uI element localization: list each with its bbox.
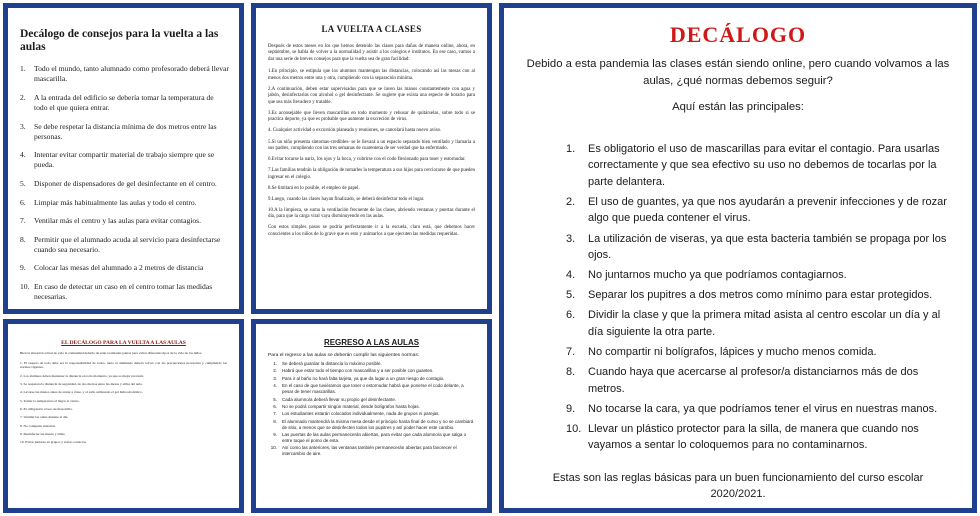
list-item-number: 5. <box>20 178 26 188</box>
list-item-number: 5. <box>566 289 576 302</box>
list-item-text: A la entrada del edificio se debería tomar la temperatura de todo el que quiera entrar. <box>34 93 214 113</box>
list-item-number: 9. <box>20 263 26 273</box>
list-item-text: Disponer de dispensadores de gel desinfectante en el centro. <box>34 178 217 188</box>
list-item-number: 9. <box>273 432 277 438</box>
list-item-text: Colocar las mesas del alumnado a 2 metros de distancia <box>34 263 204 273</box>
list-item <box>566 287 950 304</box>
card4-title: REGRESO A LAS AULAS <box>323 338 420 347</box>
list-item-number: 7. <box>566 345 576 358</box>
list-item-number: 6. <box>566 309 576 322</box>
list-item-text: Habrá que estar todo el tiempo con mascarillas y a ser posible con guantes. <box>282 368 434 374</box>
list-item <box>268 419 475 431</box>
paragraph: 2. Los alumnos deben mantener la distancia en todo momento, ya que es mejor prevenir. <box>20 373 144 378</box>
vuelta-a-clases-card <box>251 3 492 314</box>
list-item-number: 4. <box>20 150 26 160</box>
paragraph: 8. No compartir material. <box>20 423 56 428</box>
list-item <box>566 344 950 361</box>
list-item <box>566 231 950 264</box>
list-item <box>566 267 950 284</box>
list-item <box>268 361 475 367</box>
list-item <box>268 411 475 417</box>
list-item-text: La utilización de viseras, ya que esta bacteria también se propaga por los ojos. <box>588 232 947 262</box>
list-item <box>566 401 950 418</box>
list-item-text: Se debe respetar la distancia mínima de dos metros entre las personas. <box>34 121 217 141</box>
list-item-text: Intentar evitar compartir material de trabajo siempre que se pueda. <box>34 150 215 170</box>
list-item-number: 3. <box>566 232 576 245</box>
card4-intro: Para el regreso a las aulas se deberán cumplir las siguientes normas: <box>268 353 420 358</box>
list-item-text: Llevar un plástico protector para la silla, de manera que cuando nos vayamos a sentar lo coloquemos para no contaminarnos. <box>588 422 919 452</box>
list-item-number: 5. <box>273 396 277 402</box>
list-item <box>566 421 950 454</box>
paragraph: 4. Lavarse las manos antes de entrar a clase, y al salir, utilizando el gel hidroalcohólico. <box>20 390 143 395</box>
list-item-text: Limpiar más habitualmente las aulas y todo el centro. <box>34 197 197 207</box>
paragraph: 6. Es obligatorio el uso de mascarilla. <box>20 407 73 411</box>
card3-intro: Bien la situación actual de toda la comunidad debería de estar realizadas pautas para evitar diferentes tipos de la vida de los niños. <box>20 351 203 355</box>
paragraph: 10. Evitar juntarse en grupos y evitar contactos. <box>20 440 87 445</box>
list-item-number: 8. <box>273 418 277 424</box>
list-item-number: 10. <box>566 422 582 435</box>
list-item-number: 6. <box>273 404 277 410</box>
decalogo-main-card <box>499 3 977 513</box>
card3-title: EL DECÁLOGO PARA LA VUELTA A LAS AULAS <box>61 340 186 346</box>
decalogo-consejos-card <box>3 3 244 314</box>
list-item-text: En el caso de que tuviéramos que toser o estornudar habrá que ponerse el codo delante, a pesar de tener mascarillas. <box>282 383 464 395</box>
card5-subtitle: Aquí están las principales: <box>672 100 804 113</box>
list-item <box>18 122 229 142</box>
list-item-text: Los estudiantes estarán colocados individualmente, nada de grupos ni parejas. <box>282 411 440 417</box>
list-item-text: Es obligatorio el uso de mascarillas para evitar el contagio. Para usarlas correctamente y que sea efectivo su uso no debemos de tocarlas por la parte delantera. <box>588 142 940 188</box>
list-item <box>268 404 475 410</box>
paragraph: 7. Ventilar las aulas durante el día. <box>20 415 69 420</box>
list-item-text: En caso de detectar un caso en el centro tomar las medidas necesarias. <box>34 282 213 302</box>
list-item-text: No se podrá compartir ningún material, desde bolígrafos hasta hojas. <box>282 404 420 410</box>
list-item <box>268 432 475 444</box>
paragraph: Con estos simples pasos se podría perfectamente ir a la escuela, claro está, que debemos hacer conscientes a los niños de lo grave que es esto y animarlos a que ejecuten las medidas requeridas. <box>268 225 475 237</box>
list-item-number: 8. <box>566 366 576 379</box>
card5-title: DECÁLOGO <box>669 22 807 47</box>
card1-list <box>18 64 229 302</box>
list-item-number: 10. <box>20 282 30 291</box>
list-item <box>268 368 475 374</box>
list-item-text: Se deberá guardar la distancia lo máximo posible. <box>282 361 382 366</box>
list-item-number: 1. <box>20 64 26 74</box>
list-item-number: 3. <box>20 121 26 131</box>
list-item <box>18 282 229 302</box>
list-item-number: 8. <box>20 234 26 244</box>
paragraph: 8.Se limitará en lo posible, el empleo de papel. <box>268 185 360 191</box>
paragraph: 3.Es aconsejable que lleven mascarillas en todo momento y rehusar de quitárselas, sobre todo si se practica deporte, ya que es probable que aumente la excreción de virus. <box>268 110 475 123</box>
list-item-text: El uso de guantes, ya que nos ayudarán a prevenir infecciones y de rozar algo que pueda contener el virus. <box>588 195 947 225</box>
list-item-text: No tocarse la cara, ya que podríamos tener el virus en nuestras manos. <box>588 402 938 415</box>
paragraph: 3. Se respetara la distancia de seguridad, de dos metros entre las mesas y sillas del aula. <box>20 382 143 387</box>
list-item-number: 4. <box>566 269 576 282</box>
list-item-text: Cada alumno/a deberá llevar su propio gel desinfectante. <box>282 396 397 402</box>
decalogo-vuelta-aulas-card <box>3 319 244 513</box>
paragraph: 6.Evitar tocarse la nariz, los ojos y la boca, y cubrirse con el codo flexionado para toser y estornudar. <box>268 157 466 163</box>
list-item <box>18 150 229 170</box>
list-item <box>566 307 950 340</box>
list-item-text: Dividir la clase y que la primera mitad asista al centro escolar un día y al día siguiente la otra parte. <box>588 309 941 338</box>
card4-list <box>268 361 475 457</box>
list-item-number: 1. <box>566 142 576 155</box>
paragraph: 9.Luego, cuando las clases hayan finalizado, se deberá desinfectar todo el lugar. <box>268 196 425 202</box>
list-item <box>268 376 475 382</box>
list-item-text: No juntarnos mucho ya que podríamos contagiarnos. <box>588 269 847 282</box>
list-item-text: Todo el mundo, tanto alumnado como profesorado deberá llevar mascarilla. <box>34 64 229 84</box>
list-item-text: No compartir ni bolígrafos, lápices y mucho menos comida. <box>588 345 877 358</box>
list-item <box>566 364 950 397</box>
list-item-text: Las puertas de las aulas permanecerán abiertas, para evitar que cada alumno/a que salga o entre toque el pomo de esta. <box>282 432 467 444</box>
list-item-text: Así como las anteriores, las ventanas también permanecerán abiertas para favorecer el intercambio de aire. <box>282 445 457 457</box>
card2-intro: Después de estos meses en los que hemos detenido las clases para dañas de manera online, ahora, en septiembre, se habla de volver a la normalidad y asistir a los colegios e institutos. En ese caso, vamos a dar una serie de breves consejos para que la vuelta sea de gran facilidad: <box>268 44 475 62</box>
card5-closing: Estas son las reglas básicas para un buen funcionamiento del curso escolar 2020/2021. <box>552 471 924 501</box>
list-item-number: 10. <box>270 445 277 451</box>
list-item <box>18 179 229 189</box>
card3-paragraphs <box>20 361 227 445</box>
regreso-aulas-card <box>251 319 492 513</box>
list-item-text: Ventilar más el centro y las aulas para evitar contagios. <box>34 216 201 226</box>
list-item-number: 2. <box>566 195 576 208</box>
list-item <box>18 198 229 208</box>
list-item <box>268 445 475 457</box>
list-item-number: 7. <box>273 411 277 417</box>
paragraph: 1. El respeto de toda debe ser la responsabilidad de todos, tanto el alumnado deberá volver con las precauciones necesarias y cumpliendo las normas vigentes. <box>20 360 227 370</box>
paragraph: 4. Cualquier actividad o excursión planeada y reuniones, se cancelará hasta nuevo aviso. <box>268 128 442 134</box>
card1-title: Decálogo de consejos para la vuelta a las aulas <box>20 28 219 54</box>
card2-title: LA VUELTA A CLASES <box>321 24 422 34</box>
list-item <box>18 235 229 255</box>
list-item-number: 2. <box>20 93 26 103</box>
paragraph: 5. Tomar la temperatura al llegar al centro. <box>20 398 80 403</box>
paragraph: 5.Si un niño presenta síntomas-credibles- se le llevará a un espacio separado bien ventilado y llamaría a sus padres, cumpliendo con las tres semanas de cuarentena de ser verdad que ha enfermado. <box>268 139 475 151</box>
list-item-text: Cuando haya que acercarse al profesor/a distanciarnos más de dos metros. <box>588 366 919 395</box>
list-item-text: El alumnado mantendrá la misma mesa desde el principio hasta final de curso y no se cambiará de sitio, a menos que se desinfecten todos los pupitres y así poder hacer este cambio. <box>282 418 474 430</box>
paragraph: 2.A continuación, deben estar supervisados para que se laven las manos constantemente con agua y jabón, desinfectarlas con alcohol o gel desinfectante. Se sugiere que exista una especie de horario para que sea más llevadero y tratable. <box>268 86 475 105</box>
list-item <box>18 263 229 273</box>
paragraph: 1.En principio, se estipula que los alumnos mantengan las distancias, colocando así las mesas con al menos dos metros entre una y otra, cumpliendo con la separación mínima. <box>268 69 475 81</box>
list-item-number: 9. <box>566 402 576 415</box>
list-item-number: 3. <box>273 375 277 381</box>
list-item <box>18 216 229 226</box>
paragraph: 9. Desinfectar las mesas y sillas. <box>20 431 66 436</box>
list-item-number: 1. <box>273 361 277 366</box>
list-item <box>268 397 475 403</box>
list-item-number: 6. <box>20 197 26 207</box>
card2-paragraphs <box>268 69 475 238</box>
list-item-text: Para ir al baño no hará falta tarjeta, ya que da lugar a un gran riesgo de contagio. <box>282 375 445 381</box>
list-item <box>566 194 950 227</box>
list-item <box>18 64 229 84</box>
list-item-number: 2. <box>273 368 277 374</box>
list-item-number: 7. <box>20 216 26 226</box>
card5-intro: Debido a esta pandemia las clases están siendo online, pero cuando volvamos a las aulas, ¿qué normas debemos seguir? <box>526 58 950 87</box>
list-item <box>18 93 229 113</box>
paragraph: 10.A la limpieza, se suma la ventilación frecuente de las clases, abriendo ventanas y puertas durante el día, para que la carga viral vaya disminuyendo en las aulas. <box>268 207 475 220</box>
card5-list <box>526 141 950 454</box>
list-item-number: 4. <box>273 383 277 389</box>
list-item <box>566 141 950 191</box>
paragraph: 7.Las familias tendrán la obligación de tomarles la temperatura a sus hijos para cerciorarse de que pueden ingresar en el colegio. <box>268 168 475 180</box>
list-item <box>268 383 475 395</box>
list-item-text: Permitir que el alumnado acuda al servicio para desinfectarse cuando sea necesario. <box>34 234 221 254</box>
list-item-text: Separar los pupitres a dos metros como mínimo para estar protegidos. <box>588 289 933 302</box>
